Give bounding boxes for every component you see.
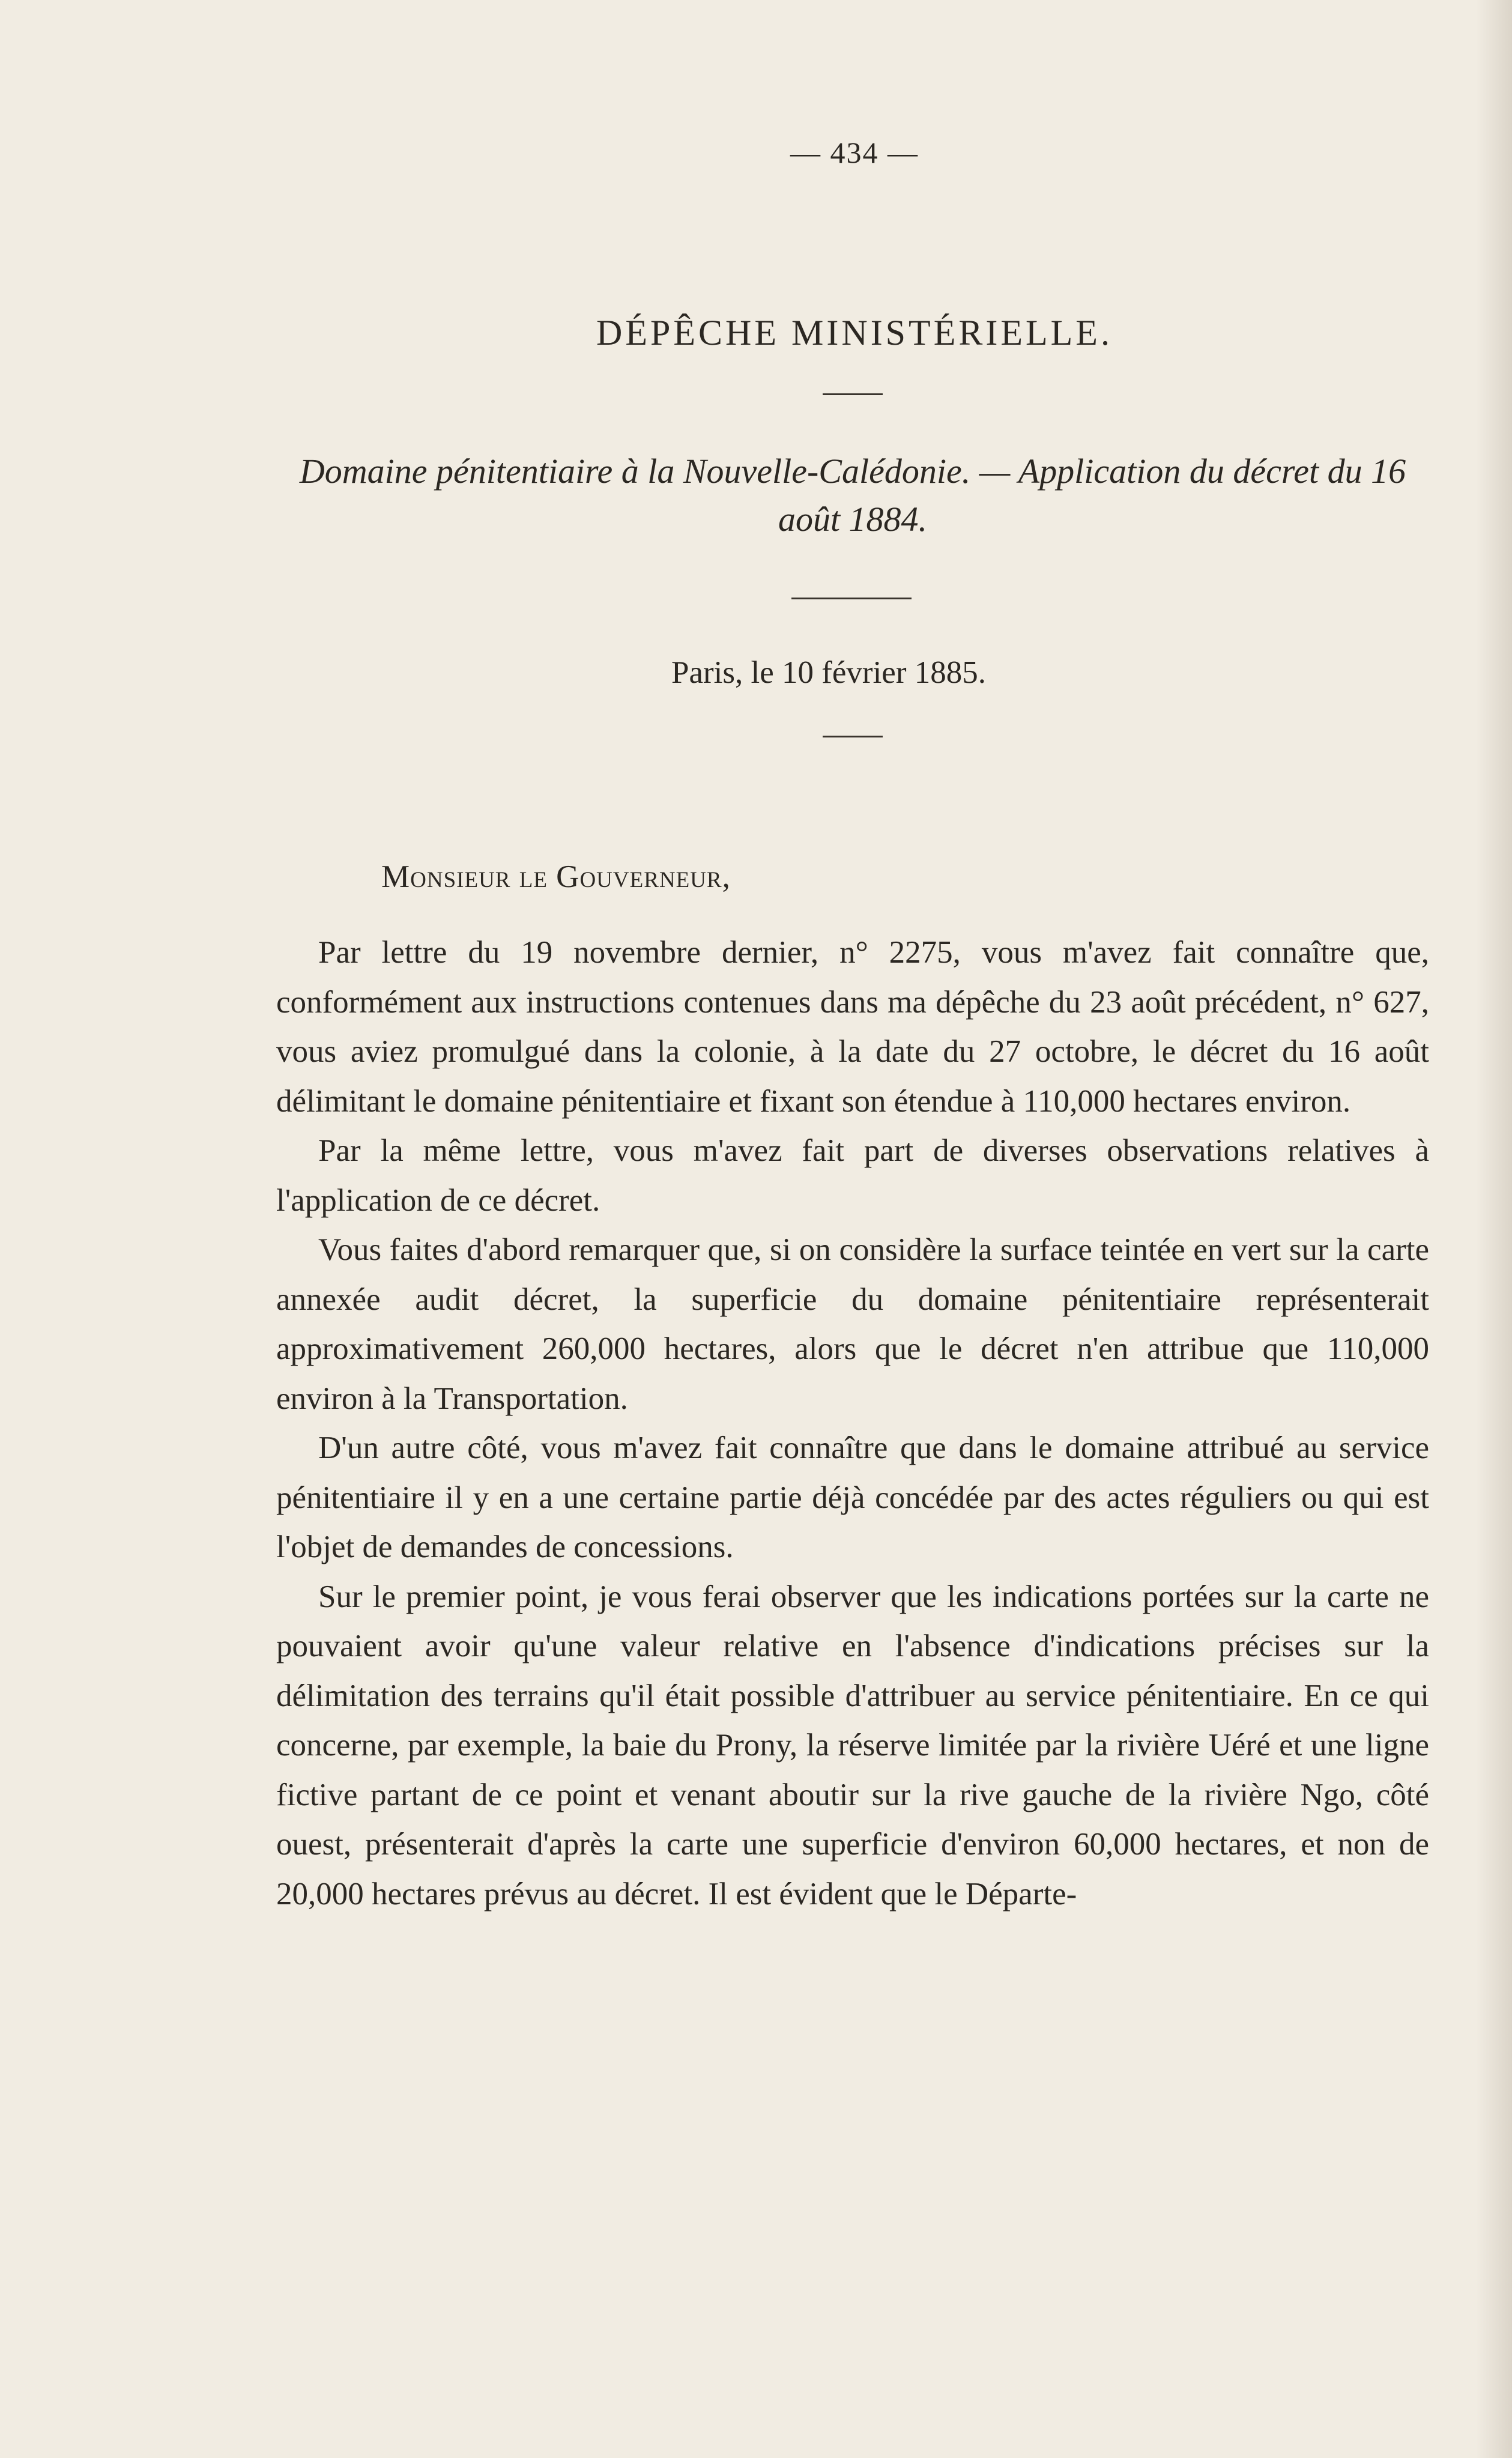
paragraph: Vous faites d'abord remarquer que, si on considère la surface teintée en vert sur la carte annexée audit décret, la superficie du domaine pénitentiaire représenterait approximativement 260,000 hectares, alors que le décret n'en attribue que 110,000 environ à la Transportation.: [276, 1232, 1429, 1416]
dateline-divider: [823, 736, 883, 737]
subtitle-divider: [791, 598, 912, 599]
document-subtitle: Domaine pénitentiaire à la Nouvelle-Calédonie. — Application du décret du 16 août 1884.: [299, 452, 1406, 539]
paragraph: D'un autre côté, vous m'avez fait connaître que dans le domaine attribué au service pénitentiaire il y en a une certaine partie déjà concédée par des actes réguliers ou qui est l'objet de demandes de concessions.: [276, 1430, 1429, 1564]
paragraph: Sur le premier point, je vous ferai observer que les indications portées sur la carte ne pouvaient avoir qu'une valeur relative en l'absence d'indications précises sur la délimitation des terrains qu'il était possible d'attribuer au service pénitentiaire. En ce qui concerne, par exemple, la baie du Prony, la réserve limitée par la rivière Uéré et une ligne fictive partant de ce point et venant aboutir sur la rive gauche de la rivière Ngo, côté ouest, présenterait d'après la carte une superficie d'environ 60,000 hectares, et non de 20,000 hectares prévus au décret. Il est évident que le Départe-: [276, 1579, 1429, 1912]
dateline: Paris, le 10 février 1885.: [671, 655, 986, 690]
paragraph: Par lettre du 19 novembre dernier, n° 2275, vous m'avez fait connaître que, conformément aux instructions contenues dans ma dépêche du 23 août précédent, n° 627, vous aviez promulgué dans la colonie, à la date du 27 octobre, le décret du 16 août délimitant le domaine pénitentiaire et fixant son étendue à 110,000 hectares environ.: [276, 935, 1429, 1119]
page-number: — 434 —: [790, 136, 919, 169]
page-edge-shadow: [1476, 0, 1512, 2458]
paragraph: Par la même lettre, vous m'avez fait part de diverses observations relatives à l'application de ce décret.: [276, 1133, 1429, 1218]
heading-divider: [823, 393, 883, 395]
document-heading: DÉPÊCHE MINISTÉRIELLE.: [596, 313, 1113, 353]
letter-body: [276, 928, 1429, 1919]
salutation: Monsieur le Gouverneur,: [381, 859, 731, 894]
